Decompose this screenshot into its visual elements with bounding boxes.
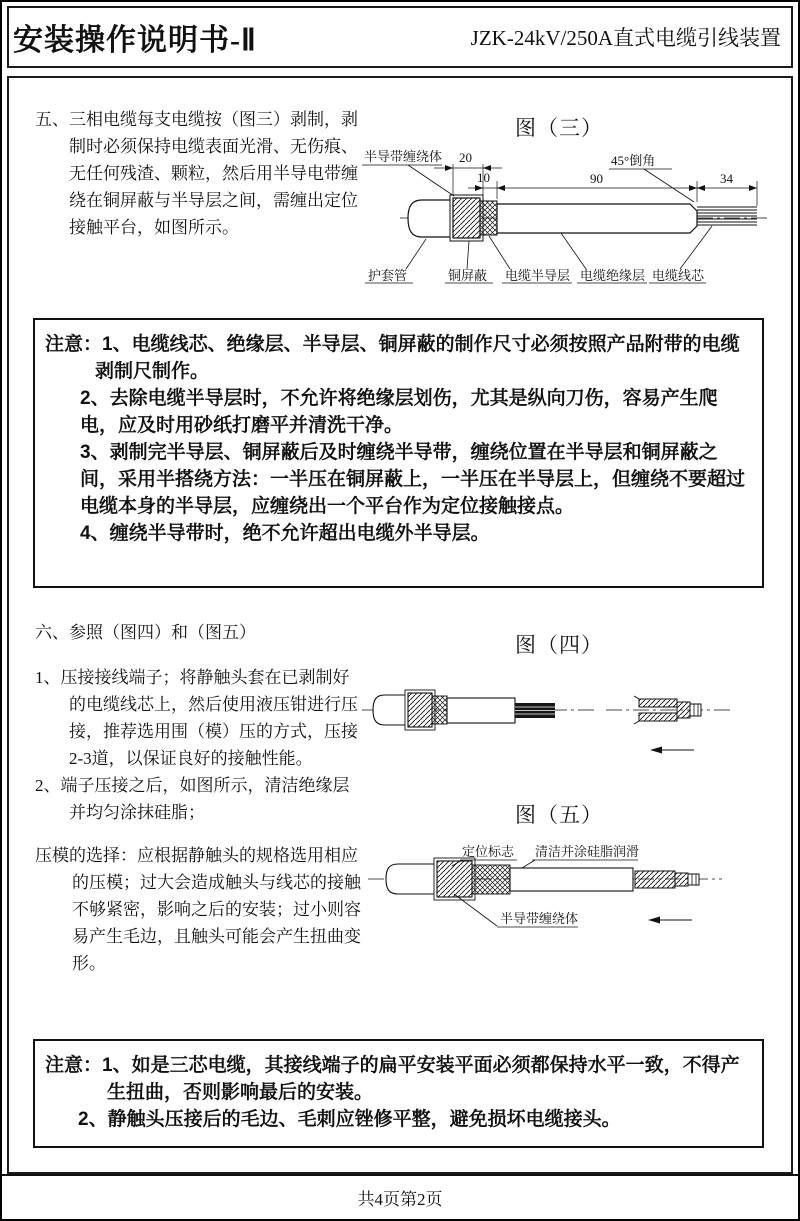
figure-4-diagram — [360, 660, 797, 767]
crimped-cable — [368, 858, 722, 900]
prepared-cable — [362, 690, 597, 730]
figure-5-diagram — [360, 830, 797, 937]
dim-90-label: 90 — [590, 171, 603, 186]
sheath-label: 护套管 — [368, 268, 408, 283]
terminal-connector — [606, 696, 732, 724]
notice-1-item-1: 注意：1、电缆线芯、绝缘层、半导层、铜屏蔽的制作尺寸必须按照产品附带的电缆剥制尺制作。 — [45, 334, 740, 382]
mould-selection-paragraph: 压模的选择：应根据静触头的规格选用相应的压模；过大会造成触头与线芯的接触不够紧密，影响之后的安装；过小则容易产生毛边，且触头可能会产生扭曲变形。 — [35, 846, 361, 973]
page-footer — [2, 1174, 798, 1219]
figure-5-title: 图（五） — [515, 803, 603, 827]
dim-20-label: 20 — [459, 150, 472, 165]
semicon-layer-label: 电缆半导层 — [505, 268, 571, 283]
figure-3-title: 图（三） — [515, 116, 603, 140]
figure-4-title: 图（四） — [515, 633, 603, 657]
semi-tape-wrap-label: 半导带缠绕体 — [500, 911, 579, 926]
section-6-item-2: 2、端子压接之后，如图所示，清洁绝缘层并均匀涂抹硅脂； — [35, 776, 350, 822]
notice-box-1 — [33, 318, 764, 588]
cable-body — [400, 195, 768, 241]
chamfer-label: 45°倒角 — [611, 153, 656, 168]
notice-1-item-3: 3、剥制完半导层、铜屏蔽后及时缠绕半导带，缠绕位置在半导层和铜屏蔽之间，采用半搭绕方法：一半压在铜屏蔽上，一半压在半导层上，但缠绕不要超过电缆本身的半导层，应缠绕出一个平台作为定位接触接点。 — [80, 442, 746, 517]
section-6-item-1: 1、压接接线端子；将静触头套在已剥制好的电缆线芯上，然后使用液压钳进行压接，推荐选用围（模）压的方式，压接2-3道，以保证良好的接触性能。 — [35, 668, 358, 768]
notice-2-label: 注意： — [45, 1055, 103, 1076]
semi-tape-wrap-label: 半导带缠绕体 — [364, 149, 443, 164]
clean-grease-label: 清洁并涂硅脂润滑 — [535, 844, 640, 859]
notice-1-item-4: 4、缠绕半导带时，绝不允许超出电缆外半导层。 — [80, 523, 490, 544]
section-6-list — [35, 664, 361, 977]
slide-direction-arrow — [648, 917, 692, 924]
figure-3-diagram — [360, 140, 797, 302]
page-title: 安装操作说明书-Ⅱ — [13, 24, 257, 57]
dim-10-label: 10 — [477, 170, 490, 185]
notice-2-item-2: 2、静触头压接后的毛边、毛刺应锉修平整，避免损坏电缆接头。 — [78, 1109, 621, 1130]
copper-shield-label: 铜屏蔽 — [448, 268, 488, 283]
dim-34-label: 34 — [720, 171, 733, 186]
notice-2-item-1: 注意：1、如是三芯电缆，其接线端子的扁平安装平面必须都保持水平一致，不得产生扭曲，否则影响最后的安装。 — [45, 1055, 740, 1103]
page-number: 共4页第2页 — [357, 1190, 443, 1209]
insulation-label: 电缆绝缘层 — [580, 268, 646, 283]
section-6-heading: 六、参照（图四）和（图五） — [35, 623, 256, 642]
slide-direction-arrow — [650, 747, 694, 754]
position-mark-label: 定位标志 — [462, 844, 515, 859]
core-label: 电缆线芯 — [652, 268, 705, 283]
notice-box-2 — [33, 1039, 764, 1148]
product-model: JZK-24kV/250A直式电缆引线装置 — [470, 26, 781, 50]
notice-1-label: 注意： — [45, 334, 103, 355]
section-5-paragraph: 五、三相电缆每支电缆按（图三）剥制，剥制时必须保持电缆表面光滑、无伤痕、无任何残渣、颗粒，然后用半导电带缠绕在铜屏蔽与半导层之间，需缠出定位接触平台，如图所示。 — [35, 110, 358, 237]
notice-1-item-2: 2、去除电缆半导层时，不允许将绝缘层划伤，尤其是纵向刀伤，容易产生爬电，应及时用砂纸打磨平并清洗干净。 — [80, 388, 718, 436]
header — [7, 6, 793, 68]
